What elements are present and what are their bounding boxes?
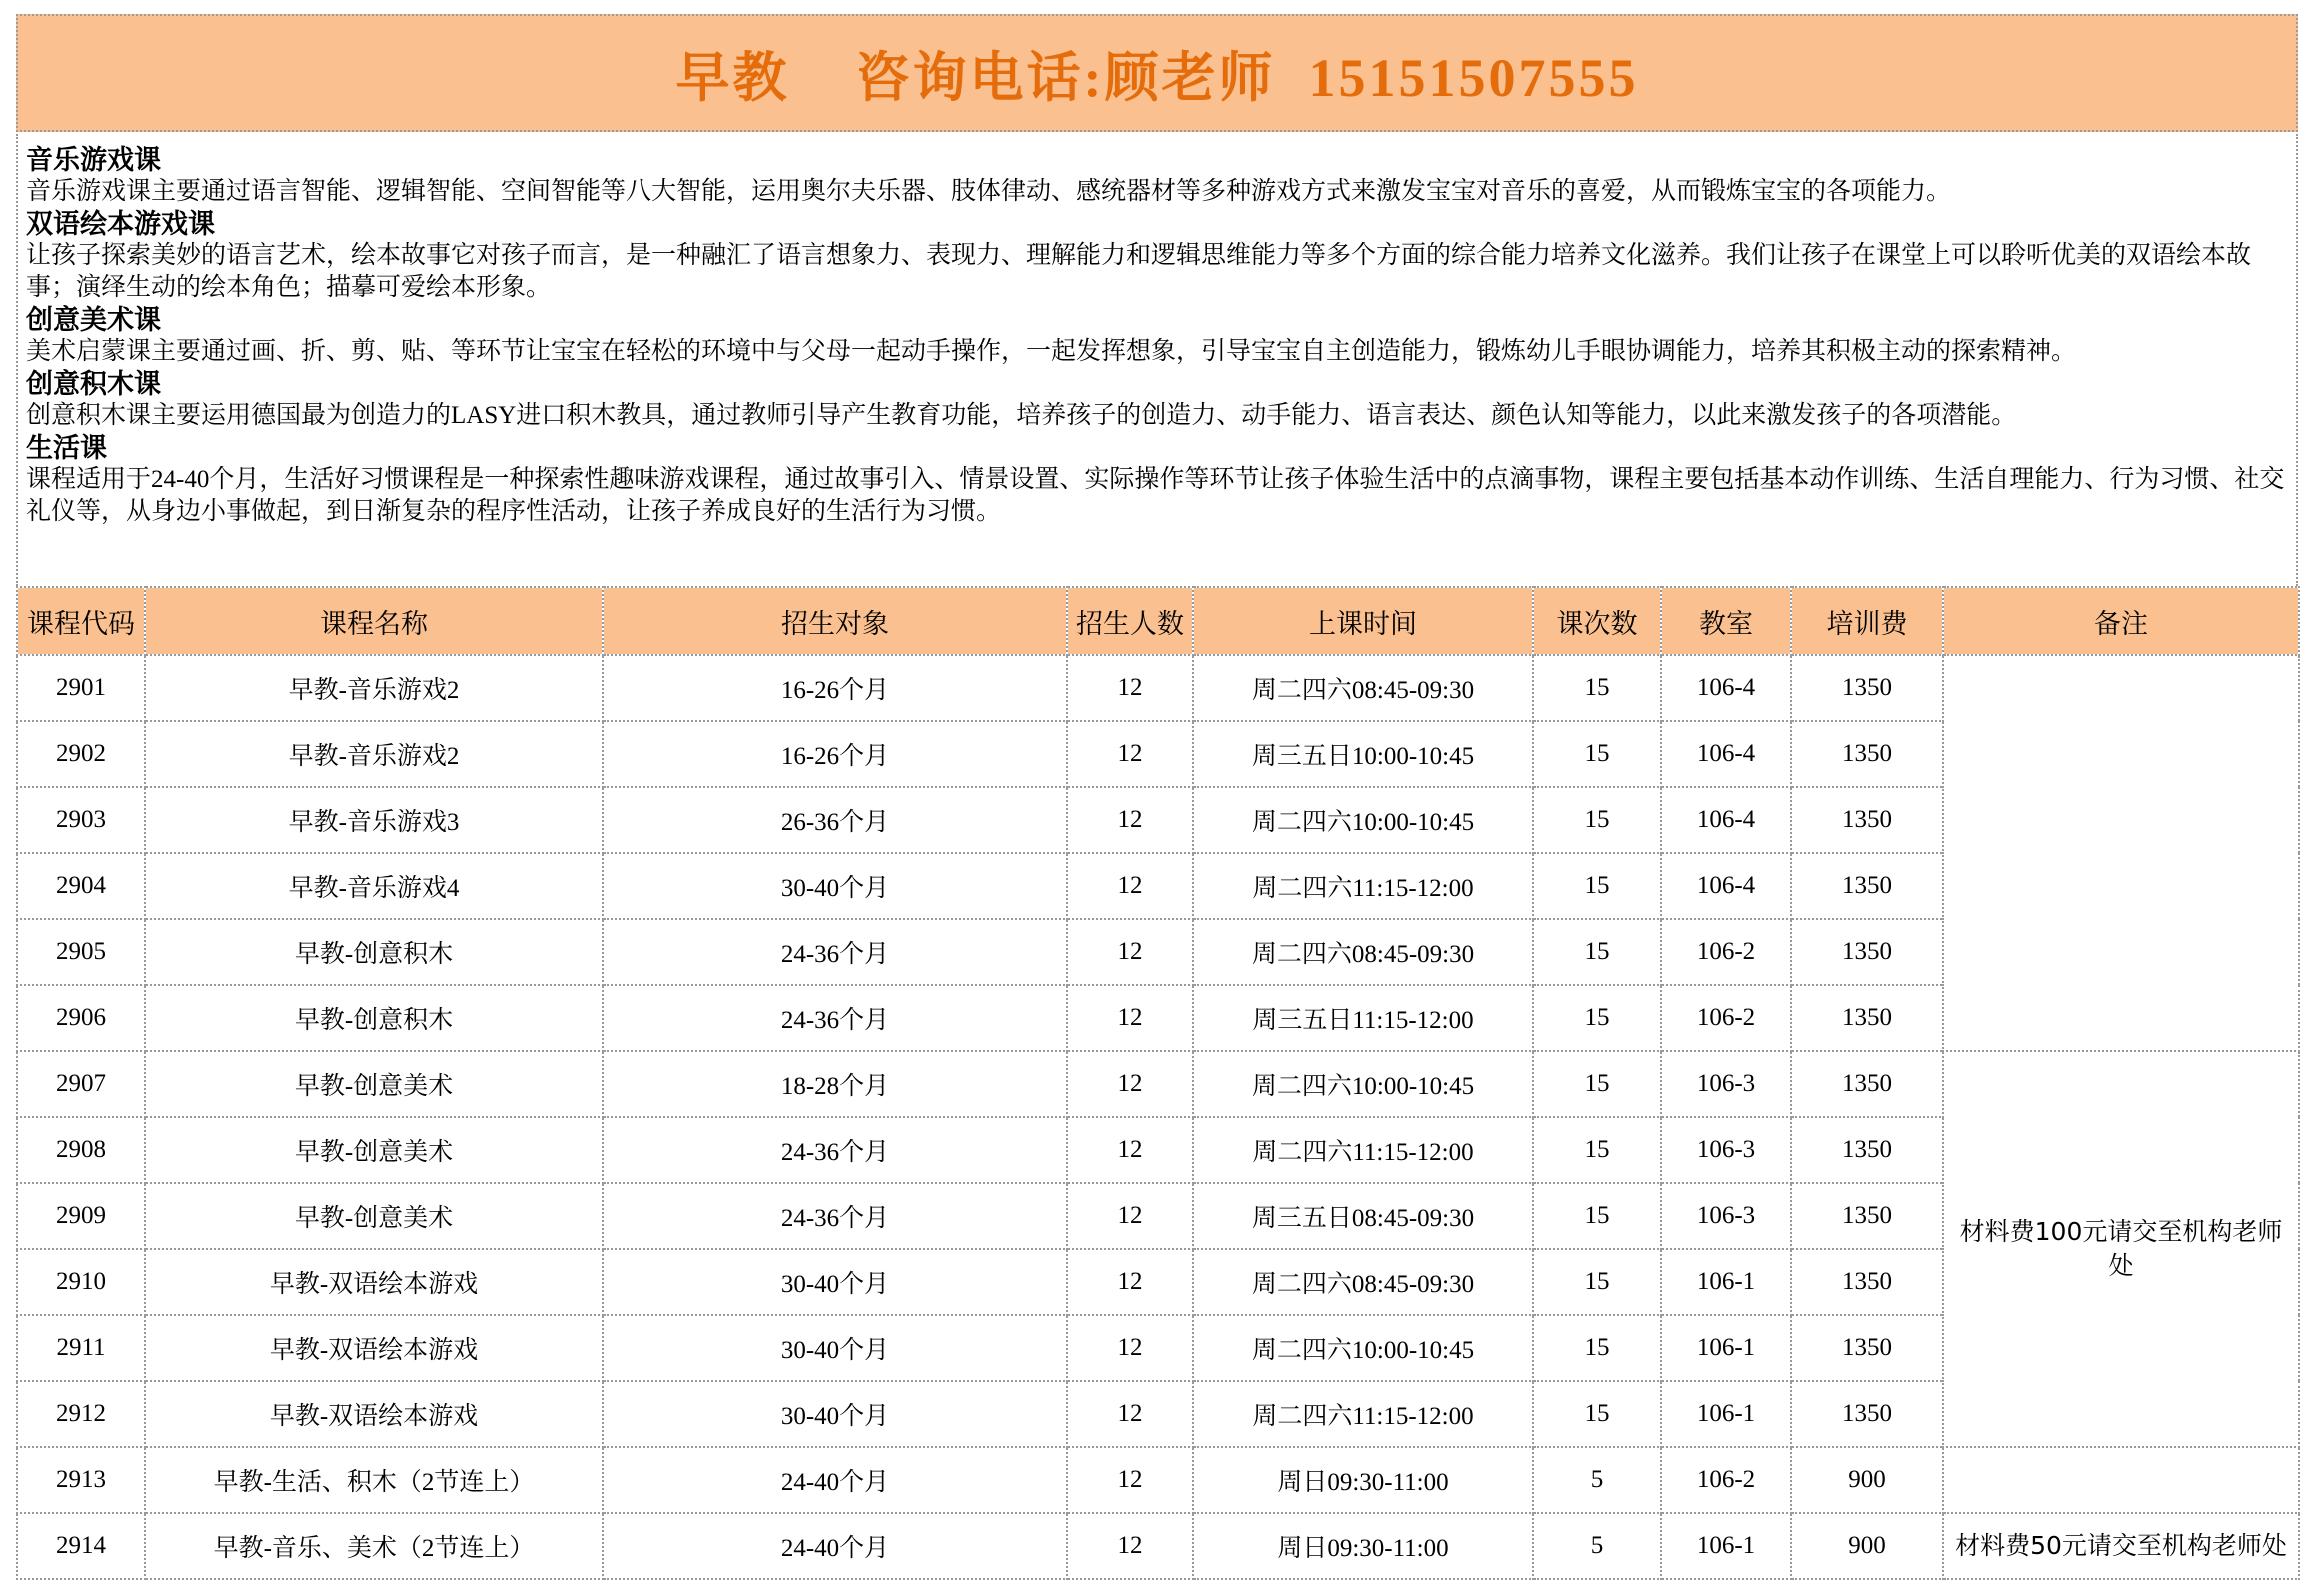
sessions-cell: 5 xyxy=(1533,1447,1661,1513)
fee-cell: 1350 xyxy=(1791,1381,1943,1447)
course-code-cell: 2914 xyxy=(17,1513,145,1579)
classroom-cell: 106-1 xyxy=(1661,1249,1791,1315)
class-time-cell: 周日09:30-11:00 xyxy=(1193,1447,1533,1513)
section-text-music: 音乐游戏课主要通过语言智能、逻辑智能、空间智能等八大智能，运用奥尔夫乐器、肢体律动、感统器材等多种游戏方式来激发宝宝对音乐的喜爱，从而锻炼宝宝的各项能力。 xyxy=(26,178,1952,205)
page-title: 早教 咨询电话:顾老师 15151507555 xyxy=(16,14,2298,132)
course-name-cell: 早教-创意美术 xyxy=(145,1183,603,1249)
course-name-cell: 早教-音乐游戏2 xyxy=(145,655,603,721)
class-time-cell: 周二四六08:45-09:30 xyxy=(1193,919,1533,985)
table-row xyxy=(17,1051,2299,1117)
sessions-cell: 15 xyxy=(1533,1249,1661,1315)
course-name-cell: 早教-音乐游戏4 xyxy=(145,853,603,919)
class-time-cell: 周二四六10:00-10:45 xyxy=(1193,1315,1533,1381)
header-col-target: 招生对象 xyxy=(603,587,1067,655)
sessions-cell: 15 xyxy=(1533,1051,1661,1117)
remark-cell: 材料费50元请交至机构老师处 xyxy=(1943,1513,2299,1579)
fee-cell: 900 xyxy=(1791,1447,1943,1513)
class-time-cell: 周二四六08:45-09:30 xyxy=(1193,1249,1533,1315)
table-row xyxy=(17,1447,2299,1513)
course-name-cell: 早教-音乐游戏3 xyxy=(145,787,603,853)
class-time-cell: 周二四六11:15-12:00 xyxy=(1193,1117,1533,1183)
classroom-cell: 106-2 xyxy=(1661,985,1791,1051)
course-code-cell: 2903 xyxy=(17,787,145,853)
capacity-cell: 12 xyxy=(1067,919,1193,985)
course-code-cell: 2906 xyxy=(17,985,145,1051)
header-col-note: 备注 xyxy=(1943,587,2299,655)
class-time-cell: 周二四六10:00-10:45 xyxy=(1193,1051,1533,1117)
header-col-sessions: 课次数 xyxy=(1533,587,1661,655)
course-code-cell: 2902 xyxy=(17,721,145,787)
fee-cell: 1350 xyxy=(1791,721,1943,787)
capacity-cell: 12 xyxy=(1067,1183,1193,1249)
fee-cell: 1350 xyxy=(1791,985,1943,1051)
sessions-cell: 15 xyxy=(1533,1381,1661,1447)
capacity-cell: 12 xyxy=(1067,1381,1193,1447)
header-col-time: 上课时间 xyxy=(1193,587,1533,655)
spreadsheet xyxy=(16,14,2298,1574)
class-time-cell: 周二四六08:45-09:30 xyxy=(1193,655,1533,721)
target-age-cell: 24-36个月 xyxy=(603,1183,1067,1249)
classroom-cell: 106-4 xyxy=(1661,655,1791,721)
target-age-cell: 30-40个月 xyxy=(603,1249,1067,1315)
course-code-cell: 2910 xyxy=(17,1249,145,1315)
classroom-cell: 106-2 xyxy=(1661,1447,1791,1513)
course-descriptions xyxy=(16,134,2298,586)
class-time-cell: 周二四六11:15-12:00 xyxy=(1193,853,1533,919)
target-age-cell: 24-40个月 xyxy=(603,1513,1067,1579)
sessions-cell: 15 xyxy=(1533,721,1661,787)
sessions-cell: 5 xyxy=(1533,1513,1661,1579)
section-text-blocks: 创意积木课主要运用德国最为创造力的LASY进口积木教具，通过教师引导产生教育功能，培养孩子的创造力、动手能力、语言表达、颜色认知等能力，以此来激发孩子的各项潜能。 xyxy=(26,402,2017,429)
course-name-cell: 早教-双语绘本游戏 xyxy=(145,1381,603,1447)
class-time-cell: 周三五日11:15-12:00 xyxy=(1193,985,1533,1051)
table-row xyxy=(17,1513,2299,1579)
course-code-cell: 2907 xyxy=(17,1051,145,1117)
class-time-cell: 周三五日10:00-10:45 xyxy=(1193,721,1533,787)
class-time-cell: 周三五日08:45-09:30 xyxy=(1193,1183,1533,1249)
target-age-cell: 24-40个月 xyxy=(603,1447,1067,1513)
course-code-cell: 2913 xyxy=(17,1447,145,1513)
header-col-name: 课程名称 xyxy=(145,587,603,655)
capacity-cell: 12 xyxy=(1067,721,1193,787)
fee-cell: 1350 xyxy=(1791,787,1943,853)
fee-cell: 900 xyxy=(1791,1513,1943,1579)
course-name-cell: 早教-创意美术 xyxy=(145,1051,603,1117)
capacity-cell: 12 xyxy=(1067,853,1193,919)
classroom-cell: 106-1 xyxy=(1661,1513,1791,1579)
course-name-cell: 早教-音乐、美术（2节连上） xyxy=(145,1513,603,1579)
classroom-cell: 106-4 xyxy=(1661,721,1791,787)
course-code-cell: 2905 xyxy=(17,919,145,985)
course-name-cell: 早教-双语绘本游戏 xyxy=(145,1249,603,1315)
table-header-row xyxy=(17,587,2299,655)
section-text-art: 美术启蒙课主要通过画、折、剪、贴、等环节让宝宝在轻松的环境中与父母一起动手操作，一起发挥想象，引导宝宝自主创造能力，锻炼幼儿手眼协调能力，培养其积极主动的探索精神。 xyxy=(26,338,2077,365)
course-name-cell: 早教-双语绘本游戏 xyxy=(145,1315,603,1381)
capacity-cell: 12 xyxy=(1067,1051,1193,1117)
classroom-cell: 106-1 xyxy=(1661,1315,1791,1381)
classroom-cell: 106-1 xyxy=(1661,1381,1791,1447)
fee-cell: 1350 xyxy=(1791,919,1943,985)
course-code-cell: 2909 xyxy=(17,1183,145,1249)
table-row xyxy=(17,655,2299,721)
header-col-room: 教室 xyxy=(1661,587,1791,655)
fee-cell: 1350 xyxy=(1791,853,1943,919)
course-name-cell: 早教-创意积木 xyxy=(145,985,603,1051)
target-age-cell: 24-36个月 xyxy=(603,919,1067,985)
classroom-cell: 106-3 xyxy=(1661,1051,1791,1117)
target-age-cell: 30-40个月 xyxy=(603,1381,1067,1447)
course-name-cell: 早教-创意积木 xyxy=(145,919,603,985)
fee-cell: 1350 xyxy=(1791,1117,1943,1183)
classroom-cell: 106-3 xyxy=(1661,1183,1791,1249)
target-age-cell: 30-40个月 xyxy=(603,1315,1067,1381)
target-age-cell: 18-28个月 xyxy=(603,1051,1067,1117)
sessions-cell: 15 xyxy=(1533,985,1661,1051)
section-text-life: 课程适用于24-40个月，生活好习惯课程是一种探索性趣味游戏课程，通过故事引入、情景设置、实际操作等环节让孩子体验生活中的点滴事物，课程主要包括基本动作训练、生活自理能力、行为习惯、社交礼仪等，从身边小事做起，到日渐复杂的程序性活动，让孩子养成良好的生活行为习惯。 xyxy=(26,466,2285,525)
sessions-cell: 15 xyxy=(1533,919,1661,985)
classroom-cell: 106-3 xyxy=(1661,1117,1791,1183)
target-age-cell: 16-26个月 xyxy=(603,721,1067,787)
sessions-cell: 15 xyxy=(1533,1117,1661,1183)
capacity-cell: 12 xyxy=(1067,1249,1193,1315)
remark-cell: 材料费100元请交至机构老师处 xyxy=(1943,1051,2299,1447)
course-name-cell: 早教-创意美术 xyxy=(145,1117,603,1183)
course-code-cell: 2904 xyxy=(17,853,145,919)
capacity-cell: 12 xyxy=(1067,985,1193,1051)
class-time-cell: 周二四六11:15-12:00 xyxy=(1193,1381,1533,1447)
sessions-cell: 15 xyxy=(1533,1183,1661,1249)
classroom-cell: 106-2 xyxy=(1661,919,1791,985)
target-age-cell: 16-26个月 xyxy=(603,655,1067,721)
course-code-cell: 2912 xyxy=(17,1381,145,1447)
section-heading-art: 创意美术课 xyxy=(26,305,161,335)
capacity-cell: 12 xyxy=(1067,655,1193,721)
fee-cell: 1350 xyxy=(1791,1315,1943,1381)
remark-cell xyxy=(1943,1447,2299,1513)
target-age-cell: 24-36个月 xyxy=(603,1117,1067,1183)
classroom-cell: 106-4 xyxy=(1661,787,1791,853)
remark-cell xyxy=(1943,655,2299,1051)
capacity-cell: 12 xyxy=(1067,1315,1193,1381)
target-age-cell: 26-36个月 xyxy=(603,787,1067,853)
fee-cell: 1350 xyxy=(1791,655,1943,721)
section-text-picture-book: 让孩子探索美妙的语言艺术，绘本故事它对孩子而言，是一种融汇了语言想象力、表现力、理解能力和逻辑思维能力等多个方面的综合能力培养文化滋养。我们让孩子在课堂上可以聆听优美的双语绘本故事；演绎生动的绘本角色；描摹可爱绘本形象。 xyxy=(26,242,2252,301)
capacity-cell: 12 xyxy=(1067,1513,1193,1579)
sessions-cell: 15 xyxy=(1533,655,1661,721)
course-table xyxy=(16,586,2300,1580)
target-age-cell: 24-36个月 xyxy=(603,985,1067,1051)
capacity-cell: 12 xyxy=(1067,1447,1193,1513)
course-code-cell: 2911 xyxy=(17,1315,145,1381)
fee-cell: 1350 xyxy=(1791,1249,1943,1315)
capacity-cell: 12 xyxy=(1067,1117,1193,1183)
target-age-cell: 30-40个月 xyxy=(603,853,1067,919)
fee-cell: 1350 xyxy=(1791,1051,1943,1117)
class-time-cell: 周二四六10:00-10:45 xyxy=(1193,787,1533,853)
class-time-cell: 周日09:30-11:00 xyxy=(1193,1513,1533,1579)
classroom-cell: 106-4 xyxy=(1661,853,1791,919)
header-col-code: 课程代码 xyxy=(17,587,145,655)
sessions-cell: 15 xyxy=(1533,787,1661,853)
course-code-cell: 2908 xyxy=(17,1117,145,1183)
course-name-cell: 早教-音乐游戏2 xyxy=(145,721,603,787)
section-heading-music: 音乐游戏课 xyxy=(26,145,161,175)
section-heading-life: 生活课 xyxy=(26,433,107,463)
sessions-cell: 15 xyxy=(1533,1315,1661,1381)
header-col-fee: 培训费 xyxy=(1791,587,1943,655)
fee-cell: 1350 xyxy=(1791,1183,1943,1249)
course-code-cell: 2901 xyxy=(17,655,145,721)
section-heading-blocks: 创意积木课 xyxy=(26,369,161,399)
header-col-capacity: 招生人数 xyxy=(1067,587,1193,655)
sessions-cell: 15 xyxy=(1533,853,1661,919)
course-name-cell: 早教-生活、积木（2节连上） xyxy=(145,1447,603,1513)
capacity-cell: 12 xyxy=(1067,787,1193,853)
section-heading-picture-book: 双语绘本游戏课 xyxy=(26,209,215,239)
